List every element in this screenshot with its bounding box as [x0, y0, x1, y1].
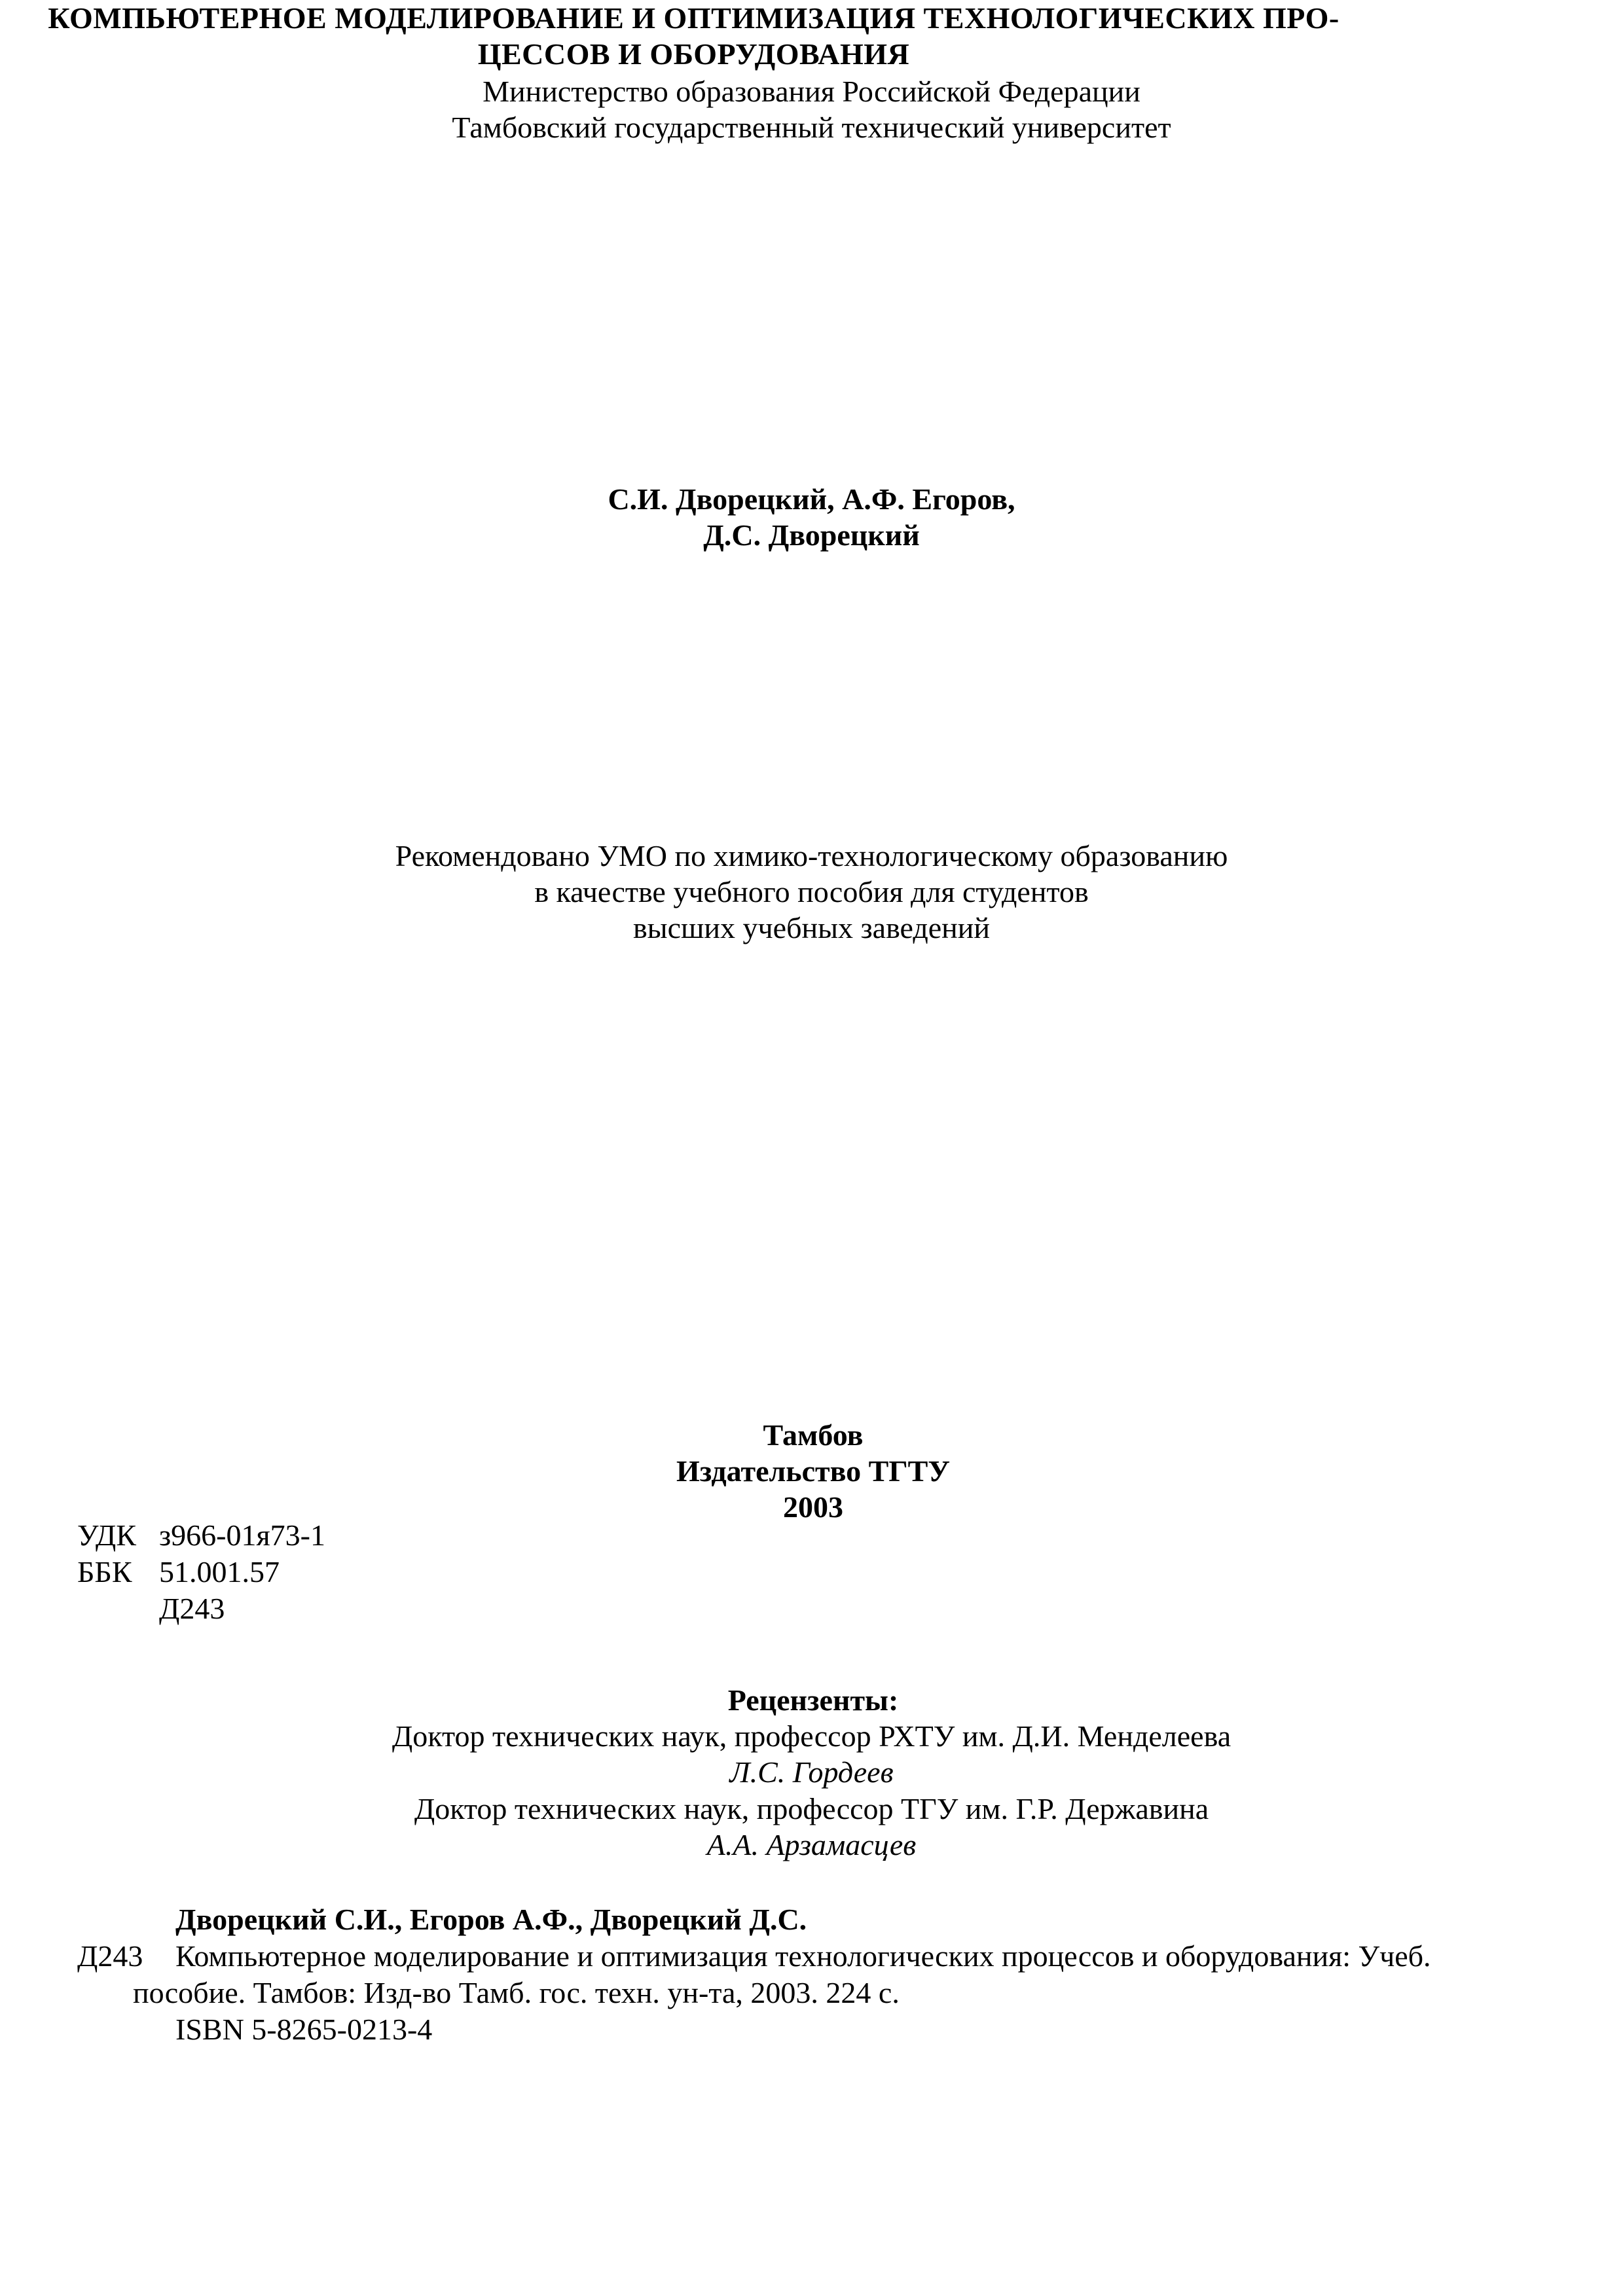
- reviewers-heading: Рецензенты:: [727, 1683, 899, 1717]
- udk-value: з966-01я73-1: [159, 1518, 325, 1552]
- author-mark-row: [77, 1590, 325, 1627]
- udk-row: [77, 1517, 325, 1554]
- title-line-1: КОМПЬЮТЕРНОЕ МОДЕЛИРОВАНИЕ И ОПТИМИЗАЦИЯ ТЕХНОЛОГИЧЕСКИХ ПРО-: [48, 1, 1340, 35]
- bbk-label: ББК: [77, 1555, 132, 1588]
- bbk-row: [77, 1554, 325, 1590]
- biblio-description-row: [77, 1938, 1557, 1975]
- book-title: [0, 0, 1387, 72]
- recommendation-line-1: Рекомендовано УМО по химико-технологическому образованию: [395, 839, 1228, 872]
- recommendation-block: [0, 838, 1623, 946]
- ministry-name: Министерство образования Российской Федерации: [483, 75, 1140, 108]
- reviewer-1-name: Л.С. Гордеев: [729, 1755, 894, 1789]
- biblio-code: Д243: [77, 1939, 143, 1973]
- recommendation-line-2: в качестве учебного пособия для студентов: [534, 875, 1089, 909]
- reviewer-2-position: Доктор технических наук, профессор ТГУ им. Г.Р. Державина: [414, 1791, 1209, 1825]
- university-name: Тамбовский государственный технический университет: [452, 111, 1171, 145]
- imprint-publisher: Издательство ТГТУ: [676, 1454, 951, 1488]
- ministry-header: [0, 73, 1623, 145]
- imprint-city: Тамбов: [763, 1418, 864, 1452]
- biblio-authors: Дворецкий С.И., Егоров А.Ф., Дворецкий Д.С.: [175, 1903, 807, 1936]
- recommendation-line-3: высших учебных заведений: [632, 911, 991, 945]
- authors-block: [0, 481, 1623, 553]
- biblio-description-line-1: Компьютерное моделирование и оптимизация технологических процессов и оборудования: Учеб.: [175, 1939, 1431, 1973]
- biblio-description-line-2: пособие. Тамбов: Изд-во Тамб. гос. техн. ун-та, 2003. 224 с.: [133, 1976, 900, 2009]
- imprint-block: [0, 1417, 1623, 1526]
- bibliographic-record: [77, 1901, 1557, 2048]
- authors-line-2: Д.С. Дворецкий: [703, 518, 920, 552]
- authors-line-1: С.И. Дворецкий, А.Ф. Егоров,: [608, 482, 1015, 516]
- biblio-isbn: ISBN 5-8265-0213-4: [175, 2013, 433, 2046]
- reviewer-2-name: А.А. Арзамасцев: [706, 1827, 917, 1861]
- imprint-year: 2003: [783, 1490, 843, 1524]
- reviewer-1-position: Доктор технических наук, профессор РХТУ им. Д.И. Менделеева: [392, 1719, 1231, 1753]
- title-line-2: ЦЕССОВ И ОБОРУДОВАНИЯ: [477, 37, 910, 71]
- author-mark: Д243: [159, 1592, 225, 1625]
- reviewers-block: [0, 1682, 1623, 1863]
- classification-codes: [77, 1517, 325, 1627]
- udk-label: УДК: [77, 1518, 136, 1552]
- bbk-value: 51.001.57: [159, 1555, 280, 1588]
